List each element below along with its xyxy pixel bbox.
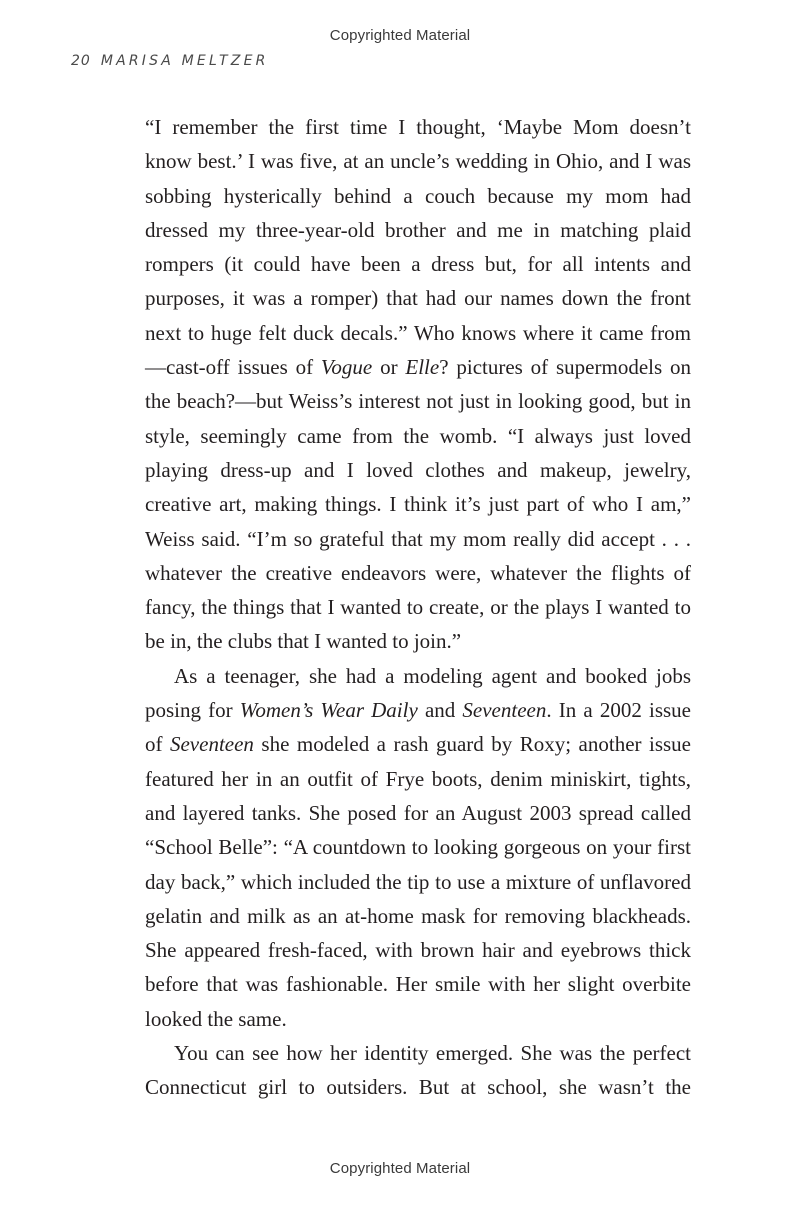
magazine-title: Elle: [405, 355, 440, 380]
magazine-title: Seventeen: [462, 698, 547, 723]
author-name: MARISA MELTZER: [100, 53, 269, 69]
paragraph-2: As a teenager, she had a modeling agent and booked jobs posing for Women’s Wear Daily and Seventeen. In a 2002 issue of Seventeen she modeled a rash guard by Roxy; another issue featured her in an outfit of Frye boots, denim miniskirt, tights, and layered tanks. She posed for an August 2003 spread called “School Belle”: “A countdown to looking gorgeous on your first day back,” which included the tip to use a mixture of unflavored gelatin and milk as an at-home mask for removing blackheads. She appeared fresh-faced, with brown hair and eyebrows thick before that was fashionable. Her smile with her slight overbite looked the same.: [145, 663, 691, 1031]
copyright-watermark-top: Copyrighted Material: [329, 27, 471, 44]
paragraph-3: You can see how her identity emerged. She was the perfect Connecticut girl to outsiders. But at school, she wasn’t the: [145, 1041, 691, 1100]
copyright-watermark-bottom: Copyrighted Material: [329, 1160, 471, 1177]
paragraph-1: “I remember the first time I thought, ‘Maybe Mom doesn’t know best.’ I was five, at an uncle’s wedding in Ohio, and I was sobbing hysterically behind a couch because my mom had dressed my three-year-old brother and me in matching plaid rompers (it could have been a dress but, for all intents and purposes, it was a romper) that had our names down the front next to huge felt duck decals.” Who knows where it came from—cast-off issues of Vogue or Elle? pictures of supermodels on the beach?—but Weiss’s interest not just in looking good, but in style, seemingly came from the womb. “I always just loved playing dress-up and I loved clothes and makeup, jewelry, creative art, making things. I think it’s just part of who I am,” Weiss said. “I’m so grateful that my mom really did accept . . . whatever the creative endeavors were, whatever the flights of fancy, the things that I wanted to create, or the plays I wanted to be in, the clubs that I wanted to join.”: [145, 115, 691, 654]
magazine-title: Seventeen: [169, 732, 254, 757]
page-body: [145, 110, 691, 1105]
page-number: 20: [71, 53, 91, 69]
magazine-title: Vogue: [320, 355, 373, 380]
magazine-title: Women’s Wear Daily: [239, 698, 418, 723]
running-head: [71, 53, 269, 69]
